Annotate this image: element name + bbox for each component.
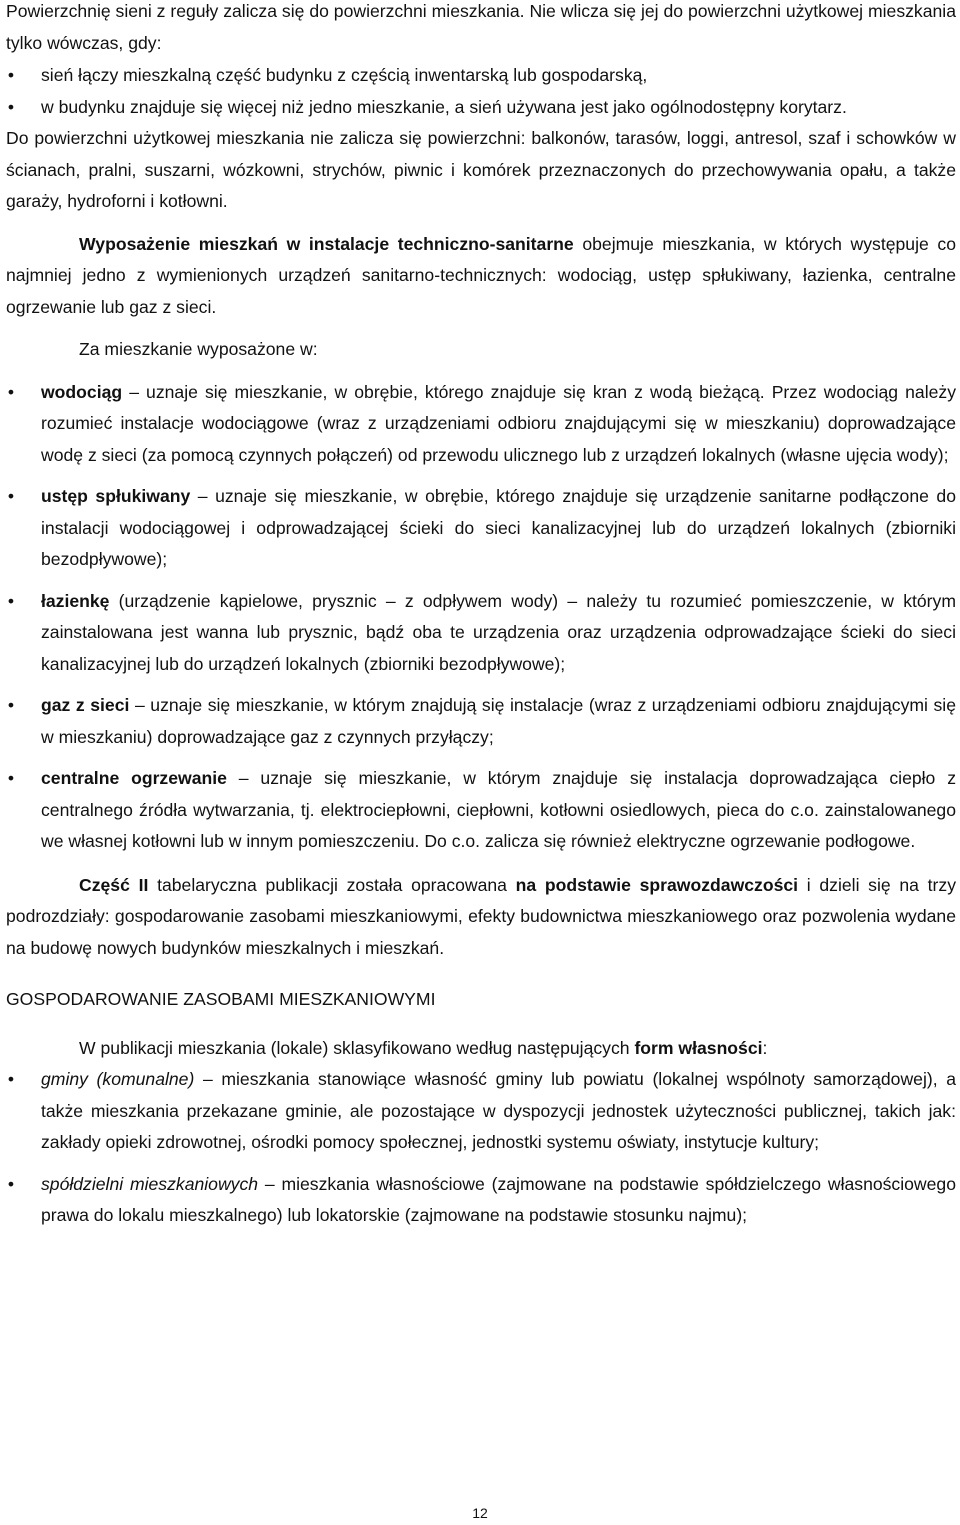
equipment-text: obejmuje mieszkania, w których występuje co najmniej jedno z wymienionych urządzeń sanitarno-technicznych: wodociąg, ustęp spłukiwany, łazienka, centralne ogrzewanie lub gaz z sieci. <box>6 233 956 317</box>
bullet-icon: • <box>7 1173 15 1194</box>
section-lead-colon: : <box>762 1037 768 1058</box>
bullet-icon: • <box>7 65 15 85</box>
list-item-text: sień łączy mieszkalną część budynku z częścią inwentarską lub gospodarską, <box>41 65 648 85</box>
section-lead <box>6 1033 956 1065</box>
section-heading: GOSPODAROWANIE ZASOBAMI MIESZKANIOWYMI <box>6 989 436 1009</box>
list-item-text: – uznaje się mieszkanie, w obrębie, którego znajduje się urządzenie sanitarne podłączone do instalacji wodociągowej i odprowadzającej ścieki do sieci kanalizacyjnej lub do urządzeń lokalnych (zbiorniki bezodpływowe); <box>41 486 956 569</box>
list-item <box>6 377 956 472</box>
list-item-text: w budynku znajduje się więcej niż jedno mieszkanie, a sień używana jest jako ogólnodostępny korytarz. <box>41 96 847 117</box>
bullet-icon: • <box>7 590 15 611</box>
section-lead-bold: form własności <box>634 1037 763 1058</box>
list-item <box>6 763 956 858</box>
page-number: 12 <box>472 1505 488 1521</box>
bullet-icon: • <box>7 486 15 506</box>
list-item-text: (urządzenie kąpielowe, prysznic – z odpływem wody) – należy tu rozumieć pomieszczenie, w którym zainstalowana jest wanna lub prysznic, bądź oba te urządzenia oraz urządzenia odprowadzające ścieki do sieci kanalizacyjnej lub do urządzeń lokalnych (zbiorniki bezodpływowe); <box>41 590 956 674</box>
section-lead-text: W publikacji mieszkania (lokale) sklasyfikowano według następujących <box>79 1037 635 1058</box>
list-item <box>6 690 956 753</box>
bullet-icon: • <box>7 768 15 788</box>
list-item-term: ustęp spłukiwany <box>41 486 191 506</box>
list-item <box>6 92 956 124</box>
list-item-term: centralne ogrzewanie <box>41 768 227 788</box>
part2-paragraph <box>6 870 956 965</box>
part2-emphasis: na podstawie sprawozdawczości <box>515 874 799 895</box>
bullet-icon: • <box>7 96 15 117</box>
list-item-text: – uznaje się mieszkanie, w którym znajduje się instalacja doprowadzająca ciepło z centralnego źródła wytwarzania, tj. elektrociepłowni, ciepłowni, kotłowni osiedlowych, pieca do c.o. zainstalowanego we własnej kotłowni lub w innym pomieszczeniu. Do c.o. zalicza się również elektryczne ogrzewanie podłogowe. <box>41 768 956 851</box>
list-item-text: – uznaje się mieszkanie, w którym znajdują się instalacje (wraz z urządzeniami odbioru znajdującymi się w mieszkaniu) doprowadzające gaz z czynnych przyłączy; <box>41 695 956 747</box>
part2-term: Część II <box>79 874 149 895</box>
exclusions-paragraph: Do powierzchni użytkowej mieszkania nie zalicza się powierzchni: balkonów, tarasów, loggi, antresol, szaf i schowków w ścianach, pralni, suszarni, wózkowni, strychów, piwnic i komórek przeznaczonych do przechowywania opału, a także garaży, hydroforni i kotłowni. <box>6 128 956 211</box>
bullet-icon: • <box>7 1069 15 1089</box>
bullet-icon: • <box>7 695 15 715</box>
intro-paragraph: Powierzchnię sieni z reguły zalicza się do powierzchni mieszkania. Nie wlicza się jej do powierzchni użytkowej mieszkania tylko wówczas, gdy: <box>6 1 956 53</box>
list-item-term: gminy (komunalne) <box>41 1069 195 1089</box>
list-item <box>6 1064 956 1159</box>
list-item <box>6 1169 956 1232</box>
list-item-term: łazienkę <box>41 590 110 611</box>
list-item <box>6 60 956 92</box>
list-item-term: spółdzielni mieszkaniowych <box>41 1173 259 1194</box>
document-page <box>6 0 956 1232</box>
list-item-term: gaz z sieci <box>41 695 130 715</box>
list-item-text: – uznaje się mieszkanie, w obrębie, którego znajduje się kran z wodą bieżącą. Przez wodociąg należy rozumieć instalacje wodociągowe (wraz z urządzeniami odbioru znajdującymi się w mieszkaniu) doprowadzające wodę z sieci (za pomocą czynnych połączeń) od przewodu ulicznego lub z urządzeń lokalnych (własne ujęcia wody); <box>41 381 956 465</box>
list-item <box>6 481 956 576</box>
part2-text: tabelaryczna publikacji została opracowana <box>148 874 516 895</box>
equipment-lead: Za mieszkanie wyposażone w: <box>79 339 318 359</box>
part2-rest: i dzieli się na trzy podrozdziały: gospodarowanie zasobami mieszkaniowymi, efekty budownictwa mieszkaniowego oraz pozwolenia wydane na budowę nowych budynków mieszkalnych i mieszkań. <box>6 874 957 958</box>
list-item-text: – mieszkania stanowiące własność gminy lub powiatu (lokalnej wspólnoty samorządowej), a także mieszkania przekazane gminie, ale pozostające w dyspozycji jednostek użyteczności publicznej, takich jak: zakłady opieki zdrowotnej, ośrodki pomocy społecznej, jednostki systemu oświaty, instytucje kultury; <box>41 1069 957 1152</box>
list-item-text: – mieszkania własnościowe (zajmowane na podstawie spółdzielczego własnościowego prawa do lokalu mieszkalnego) lub lokatorskie (zajmowane na podstawie stosunku najmu); <box>41 1173 956 1225</box>
bullet-icon: • <box>7 381 15 402</box>
equipment-paragraph <box>6 229 956 324</box>
list-item <box>6 586 956 681</box>
list-item-term: wodociąg <box>41 381 123 402</box>
equipment-term: Wyposażenie mieszkań w instalacje techniczno-sanitarne <box>79 233 574 254</box>
